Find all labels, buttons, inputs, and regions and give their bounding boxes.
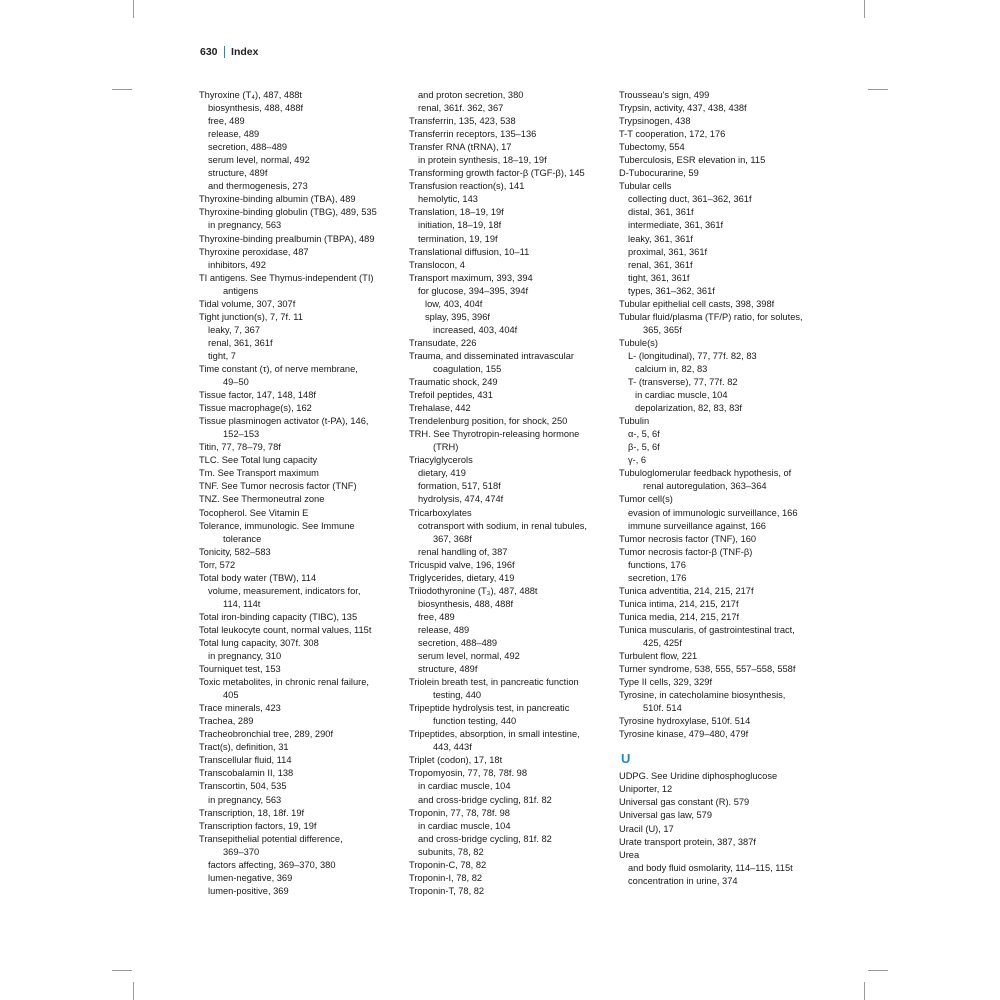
index-entry: Tm. See Transport maximum bbox=[199, 468, 319, 479]
index-entry: Translation, 18–19, 19f bbox=[409, 207, 504, 218]
index-entry: Triacylglycerols bbox=[409, 455, 473, 466]
index-subentry: tolerance bbox=[223, 533, 262, 544]
crop-mark bbox=[133, 0, 134, 18]
index-subentry: secretion, 488–489 bbox=[208, 142, 288, 153]
index-column-1 bbox=[199, 89, 399, 898]
index-subentry: structure, 489f bbox=[418, 664, 478, 675]
index-entry: Turbulent flow, 221 bbox=[619, 651, 698, 662]
index-subentry: testing, 440 bbox=[433, 690, 482, 701]
index-entry: Tubuloglomerular feedback hypothesis, of bbox=[619, 468, 792, 479]
index-entry: Tricuspid valve, 196, 196f bbox=[409, 559, 515, 570]
index-subentry: in protein synthesis, 18–19, 19f bbox=[418, 155, 547, 166]
index-subentry: low, 403, 404f bbox=[425, 298, 483, 309]
index-subentry: 405 bbox=[223, 690, 239, 701]
index-entry: Transcription, 18, 18f. 19f bbox=[199, 807, 305, 818]
index-subentry: renal, 361, 361f bbox=[628, 259, 693, 270]
index-entry: Total body water (TBW), 114 bbox=[199, 572, 317, 583]
index-entry: Transepithelial potential difference, bbox=[199, 833, 343, 844]
index-subentry: and thermogenesis, 273 bbox=[208, 181, 308, 192]
index-entry: Tubular cells bbox=[619, 181, 672, 192]
index-subentry: structure, 489f bbox=[208, 168, 268, 179]
index-entry: Turner syndrome, 538, 555, 557–558, 558f bbox=[619, 664, 796, 675]
index-subentry: leaky, 361, 361f bbox=[628, 233, 693, 244]
index-entry: Triplet (codon), 17, 18t bbox=[409, 755, 503, 766]
index-subentry: γ-, 6 bbox=[628, 455, 647, 466]
index-entry: Total lung capacity, 307f. 308 bbox=[199, 637, 319, 648]
index-entry: Uniporter, 12 bbox=[619, 784, 673, 795]
page-number: 630 bbox=[200, 46, 218, 58]
index-column-3 bbox=[619, 89, 819, 888]
index-entry: Trace minerals, 423 bbox=[199, 703, 281, 714]
index-subentry: secretion, 488–489 bbox=[418, 637, 498, 648]
index-entry: Tubular fluid/plasma (TF/P) ratio, for solutes, bbox=[619, 311, 803, 322]
index-subentry: and body fluid osmolarity, 114–115, 115t bbox=[628, 862, 793, 873]
index-entry: Tripeptides, absorption, in small intestine, bbox=[409, 729, 580, 740]
index-entry: Tunica adventitia, 214, 215, 217f bbox=[619, 585, 754, 596]
index-entry: Transcellular fluid, 114 bbox=[199, 755, 292, 766]
index-entry: Tissue macrophage(s), 162 bbox=[199, 403, 312, 414]
index-entry: Tight junction(s), 7, 7f. 11 bbox=[199, 311, 303, 322]
crop-mark bbox=[864, 0, 865, 18]
index-subentry: free, 489 bbox=[208, 116, 245, 127]
index-entry: Urate transport protein, 387, 387f bbox=[619, 836, 756, 847]
index-entry: Tumor cell(s) bbox=[619, 494, 673, 505]
index-subentry: in pregnancy, 310 bbox=[208, 651, 282, 662]
index-entry: TI antigens. See Thymus-independent (TI) bbox=[199, 272, 374, 283]
index-entry: Translocon, 4 bbox=[409, 259, 465, 270]
index-entry: Thyroxine-binding prealbumin (TBPA), 489 bbox=[199, 233, 375, 244]
index-entry: Tripeptide hydrolysis test, in pancreatic bbox=[409, 703, 570, 714]
index-entry: Titin, 77, 78–79, 78f bbox=[199, 442, 281, 453]
index-entry: Thyroxine-binding globulin (TBG), 489, 535 bbox=[199, 207, 377, 218]
index-entry: Tidal volume, 307, 307f bbox=[199, 298, 296, 309]
index-subentry: β-, 5, 6f bbox=[628, 442, 660, 453]
index-entry: Traumatic shock, 249 bbox=[409, 377, 498, 388]
index-subentry: α-, 5, 6f bbox=[628, 429, 660, 440]
index-entry: Transfer RNA (tRNA), 17 bbox=[409, 142, 512, 153]
index-entry: Troponin-T, 78, 82 bbox=[409, 885, 485, 896]
index-entry: Tubectomy, 554 bbox=[619, 142, 685, 153]
index-entry: Triglycerides, dietary, 419 bbox=[409, 572, 515, 583]
index-entry: Transfusion reaction(s), 141 bbox=[409, 181, 525, 192]
index-entry: Tract(s), definition, 31 bbox=[199, 742, 289, 753]
index-entry: Transcription factors, 19, 19f bbox=[199, 820, 317, 831]
index-subentry: intermediate, 361, 361f bbox=[628, 220, 724, 231]
index-entry: Tyrosine kinase, 479–480, 479f bbox=[619, 729, 749, 740]
index-subentry: volume, measurement, indicators for, bbox=[208, 585, 361, 596]
index-entry: Tonicity, 582–583 bbox=[199, 546, 271, 557]
index-subentry: in cardiac muscle, 104 bbox=[418, 820, 511, 831]
index-entry: Tubule(s) bbox=[619, 337, 658, 348]
index-entry: Trypsin, activity, 437, 438, 438f bbox=[619, 103, 747, 114]
index-column-2 bbox=[409, 89, 609, 898]
index-subentry: termination, 19, 19f bbox=[418, 233, 498, 244]
index-subentry: concentration in urine, 374 bbox=[628, 875, 738, 886]
index-subentry: factors affecting, 369–370, 380 bbox=[208, 859, 336, 870]
index-entry: Tumor necrosis factor-β (TNF-β) bbox=[619, 546, 753, 557]
index-subentry: 425, 425f bbox=[643, 637, 682, 648]
index-subentry: tight, 361, 361f bbox=[628, 272, 690, 283]
index-entry: Tuberculosis, ESR elevation in, 115 bbox=[619, 155, 766, 166]
index-entry: Transudate, 226 bbox=[409, 337, 477, 348]
index-subentry: calcium in, 82, 83 bbox=[635, 363, 708, 374]
index-subentry: subunits, 78, 82 bbox=[418, 846, 484, 857]
index-entry: Tubular epithelial cell casts, 398, 398f bbox=[619, 298, 775, 309]
index-entry: Troponin, 77, 78, 78f. 98 bbox=[409, 807, 510, 818]
index-subentry: in pregnancy, 563 bbox=[208, 794, 282, 805]
index-subentry: secretion, 176 bbox=[628, 572, 687, 583]
index-subentry: depolarization, 82, 83, 83f bbox=[635, 403, 742, 414]
index-entry: Tissue factor, 147, 148, 148f bbox=[199, 390, 316, 401]
index-subentry: 365, 365f bbox=[643, 324, 682, 335]
index-subentry: T- (transverse), 77, 77f. 82 bbox=[628, 377, 738, 388]
index-entry: Tumor necrosis factor (TNF), 160 bbox=[619, 533, 757, 544]
index-subentry: increased, 403, 404f bbox=[433, 324, 518, 335]
index-subentry: proximal, 361, 361f bbox=[628, 246, 708, 257]
index-subentry: renal, 361, 361f bbox=[208, 337, 273, 348]
index-subentry: function testing, 440 bbox=[433, 716, 517, 727]
index-entry: TLC. See Total lung capacity bbox=[199, 455, 318, 466]
index-entry: Triolein breath test, in pancreatic function bbox=[409, 677, 579, 688]
index-subentry: biosynthesis, 488, 488f bbox=[208, 103, 304, 114]
index-subentry: tight, 7 bbox=[208, 350, 236, 361]
index-entry: Tyrosine hydroxylase, 510f. 514 bbox=[619, 716, 751, 727]
index-subentry: antigens bbox=[223, 285, 259, 296]
index-subentry: evasion of immunologic surveillance, 166 bbox=[628, 507, 798, 518]
index-entry: Tubulin bbox=[619, 416, 650, 427]
index-subentry: lumen-negative, 369 bbox=[208, 872, 293, 883]
index-entry: Thyroxine (T₄), 487, 488t bbox=[199, 90, 303, 100]
index-entry: Thyroxine-binding albumin (TBA), 489 bbox=[199, 194, 356, 205]
index-subentry: 114, 114t bbox=[223, 598, 261, 609]
index-entry: Tracheobronchial tree, 289, 290f bbox=[199, 729, 334, 740]
index-subentry: functions, 176 bbox=[628, 559, 686, 570]
index-subentry: 49–50 bbox=[223, 377, 249, 388]
index-subentry: 367, 368f bbox=[433, 533, 472, 544]
index-subentry: hydrolysis, 474, 474f bbox=[418, 494, 504, 505]
index-entry: Troponin-C, 78, 82 bbox=[409, 859, 487, 870]
index-entry: Tourniquet test, 153 bbox=[199, 664, 281, 675]
index-entry: Transport maximum, 393, 394 bbox=[409, 272, 533, 283]
index-entry: Transforming growth factor-β (TGF-β), 145 bbox=[409, 168, 585, 179]
index-entry: Transferrin receptors, 135–136 bbox=[409, 129, 537, 140]
index-subentry: splay, 395, 396f bbox=[425, 311, 490, 322]
index-subentry: (TRH) bbox=[433, 442, 459, 453]
index-subentry: serum level, normal, 492 bbox=[208, 155, 310, 166]
index-entry: Uracil (U), 17 bbox=[619, 823, 674, 834]
index-entry: Troponin-I, 78, 82 bbox=[409, 872, 483, 883]
index-entry: Tropomyosin, 77, 78, 78f. 98 bbox=[409, 768, 527, 779]
index-entry: Trendelenburg position, for shock, 250 bbox=[409, 416, 568, 427]
index-subentry: distal, 361, 361f bbox=[628, 207, 694, 218]
index-subentry: leaky, 7, 367 bbox=[208, 324, 261, 335]
index-subentry: 510f. 514 bbox=[643, 703, 682, 714]
index-subentry: release, 489 bbox=[418, 624, 470, 635]
index-subentry: biosynthesis, 488, 488f bbox=[418, 598, 514, 609]
crop-mark bbox=[868, 89, 888, 90]
index-entry: Time constant (τ), of nerve membrane, bbox=[199, 363, 358, 374]
section-title: Index bbox=[231, 46, 259, 58]
index-subentry: types, 361–362, 361f bbox=[628, 285, 715, 296]
index-subentry: cotransport with sodium, in renal tubules, bbox=[418, 520, 587, 531]
index-entry: Universal gas law, 579 bbox=[619, 810, 713, 821]
index-subentry: in cardiac muscle, 104 bbox=[635, 390, 728, 401]
index-subentry: inhibitors, 492 bbox=[208, 259, 266, 270]
index-subentry: 443, 443f bbox=[433, 742, 472, 753]
index-entry: Tocopherol. See Vitamin E bbox=[199, 507, 309, 518]
index-subentry: initiation, 18–19, 18f bbox=[418, 220, 502, 231]
index-subentry: for glucose, 394–395, 394f bbox=[418, 285, 529, 296]
section-letter: U bbox=[621, 751, 631, 767]
index-entry: T-T cooperation, 172, 176 bbox=[619, 129, 726, 140]
index-subentry: L- (longitudinal), 77, 77f. 82, 83 bbox=[628, 350, 757, 361]
crop-mark bbox=[133, 982, 134, 1000]
index-entry: Tissue plasminogen activator (t-PA), 146, bbox=[199, 416, 369, 427]
index-entry: Tunica media, 214, 215, 217f bbox=[619, 611, 740, 622]
index-subentry: lumen-positive, 369 bbox=[208, 885, 289, 896]
index-entry: TRH. See Thyrotropin-releasing hormone bbox=[409, 429, 580, 440]
index-subentry: dietary, 419 bbox=[418, 468, 466, 479]
index-subentry: free, 489 bbox=[418, 611, 455, 622]
index-entry: Type II cells, 329, 329f bbox=[619, 677, 713, 688]
index-subentry: renal autoregulation, 363–364 bbox=[643, 481, 767, 492]
index-subentry: immune surveillance against, 166 bbox=[628, 520, 766, 531]
crop-mark bbox=[868, 970, 888, 971]
index-entry: D-Tubocurarine, 59 bbox=[619, 168, 699, 179]
index-subentry: in pregnancy, 563 bbox=[208, 220, 282, 231]
index-entry: Transcortin, 504, 535 bbox=[199, 781, 287, 792]
index-entry: Trauma, and disseminated intravascular bbox=[409, 350, 575, 361]
index-entry: Tunica muscularis, of gastrointestinal tract, bbox=[619, 624, 795, 635]
crop-mark bbox=[864, 982, 865, 1000]
index-entry: Thyroxine peroxidase, 487 bbox=[199, 246, 309, 257]
index-entry: Trachea, 289 bbox=[199, 716, 254, 727]
index-entry: TNZ. See Thermoneutral zone bbox=[199, 494, 325, 505]
index-entry: Transcobalamin II, 138 bbox=[199, 768, 294, 779]
index-entry: Toxic metabolites, in chronic renal failure, bbox=[199, 677, 370, 688]
index-entry: Total iron-binding capacity (TIBC), 135 bbox=[199, 611, 358, 622]
index-entry: UDPG. See Uridine diphosphoglucose bbox=[619, 771, 778, 782]
index-subentry: release, 489 bbox=[208, 129, 260, 140]
index-subentry: collecting duct, 361–362, 361f bbox=[628, 194, 752, 205]
running-header bbox=[200, 46, 258, 58]
header-separator bbox=[224, 46, 226, 58]
index-subentry: renal handling of, 387 bbox=[418, 546, 508, 557]
index-subentry: and proton secretion, 380 bbox=[418, 90, 524, 100]
index-entry: Tyrosine, in catecholamine biosynthesis, bbox=[619, 690, 786, 701]
index-subentry: and cross-bridge cycling, 81f. 82 bbox=[418, 833, 552, 844]
index-subentry: formation, 517, 518f bbox=[418, 481, 501, 492]
index-entry: Tunica intima, 214, 215, 217f bbox=[619, 598, 739, 609]
index-entry: TNF. See Tumor necrosis factor (TNF) bbox=[199, 481, 357, 492]
index-entry: Torr, 572 bbox=[199, 559, 236, 570]
index-subentry: hemolytic, 143 bbox=[418, 194, 478, 205]
index-entry: Tolerance, immunologic. See Immune bbox=[199, 520, 355, 531]
crop-mark bbox=[112, 970, 132, 971]
index-entry: Translational diffusion, 10–11 bbox=[409, 246, 530, 257]
index-subentry: and cross-bridge cycling, 81f. 82 bbox=[418, 794, 552, 805]
index-subentry: 152–153 bbox=[223, 429, 260, 440]
index-subentry: 369–370 bbox=[223, 846, 260, 857]
index-entry: Trehalase, 442 bbox=[409, 403, 471, 414]
index-entry: Urea bbox=[619, 849, 640, 860]
index-entry: Trypsinogen, 438 bbox=[619, 116, 691, 127]
index-entry: Transferrin, 135, 423, 538 bbox=[409, 116, 516, 127]
index-subentry: renal, 361f. 362, 367 bbox=[418, 103, 504, 114]
index-entry: Tricarboxylates bbox=[409, 507, 472, 518]
index-subentry: in cardiac muscle, 104 bbox=[418, 781, 511, 792]
index-entry: Trousseau's sign, 499 bbox=[619, 90, 710, 100]
index-entry: Universal gas constant (R). 579 bbox=[619, 797, 750, 808]
crop-mark bbox=[112, 89, 132, 90]
index-entry: Triiodothyronine (T₃), 487, 488t bbox=[409, 585, 538, 596]
index-entry: Total leukocyte count, normal values, 115t bbox=[199, 624, 372, 635]
index-subentry: coagulation, 155 bbox=[433, 363, 502, 374]
index-entry: Trefoil peptides, 431 bbox=[409, 390, 493, 401]
index-subentry: serum level, normal, 492 bbox=[418, 651, 520, 662]
